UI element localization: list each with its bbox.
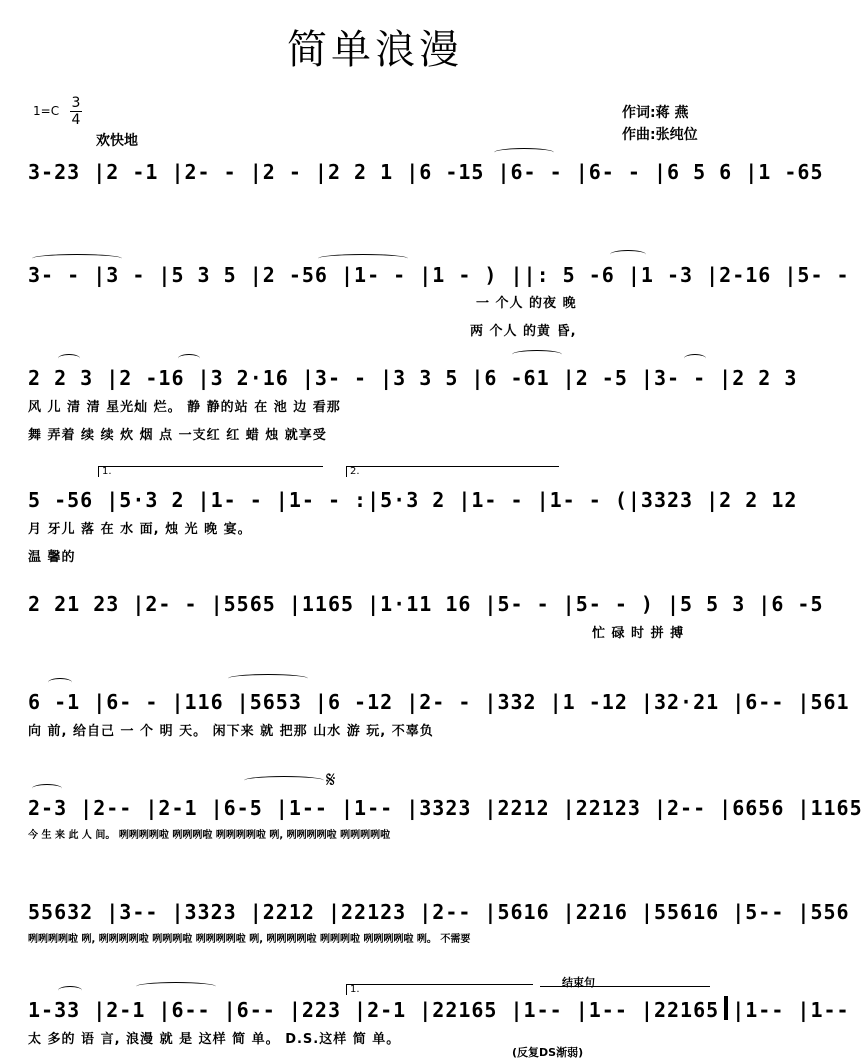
volta-number-2: 2. <box>350 466 360 477</box>
ending-label: 结束句 <box>562 976 595 989</box>
notation-row-5: 2 21 23 |2- - |5565 |1165 |1·11 16 |5- - |5- - ) |5 5 3 |6 -5 <box>28 592 824 616</box>
slur <box>494 148 554 157</box>
time-signature-top: 3 <box>71 95 81 111</box>
repeat-instruction: (反复DS渐弱) <box>512 1046 584 1059</box>
notation-row-4: 5 -56 |5·3 2 |1- - |1- - :|5·3 2 |1- - |1- - (|3323 |2 2 12 <box>28 488 798 512</box>
slur <box>610 250 646 259</box>
lyric-row-7-verse-1: 今 生 来 此 人 间。 咧咧咧咧啦 咧咧咧啦 咧咧咧咧啦 咧, 咧咧咧咧啦 咧咧咧咧啦 <box>28 830 391 841</box>
lyric-row-8-verse-1: 咧咧咧咧啦 咧, 咧咧咧咧啦 咧咧咧啦 咧咧咧咧啦 咧, 咧咧咧咧啦 咧咧咧啦 咧咧咧咧啦 咧。 不需要 <box>28 934 471 945</box>
final-barline <box>724 996 728 1020</box>
lyricist-credit: 作词:蒋 燕 <box>622 105 689 121</box>
slur <box>318 254 408 263</box>
notation-row-8: 55632 |3-- |3323 |2212 |22123 |2-- |5616 |2216 |55616 |5-- |556 <box>28 900 850 924</box>
slur <box>58 986 82 995</box>
volta-bracket-1b <box>346 984 533 995</box>
notation-row-2: 3- - |3 - |5 3 5 |2 -56 |1- - |1 - ) ||: 5 -6 |1 -3 |2-16 |5- - <box>28 263 850 287</box>
notation-row-1: 3-23 |2 -1 |2- - |2 - |2 2 1 |6 -15 |6- - |6- - |6 5 6 |1 -65 <box>28 160 824 184</box>
lyric-row-2-verse-1: 一 个人 的夜 晚 <box>476 296 577 311</box>
composer-credit: 作曲:张纯位 <box>622 127 698 143</box>
notation-row-6: 6 -1 |6- - |116 |5653 |6 -12 |2- - |332 |1 -12 |32·21 |6-- |561 <box>28 690 850 714</box>
volta-bracket-1 <box>98 466 323 477</box>
segno-sign: 𝄋 <box>326 768 336 793</box>
volta-bracket-2 <box>346 466 559 477</box>
slur <box>512 350 562 359</box>
slur <box>32 784 62 793</box>
notation-row-7: 2-3 |2-- |2-1 |6-5 |1-- |1-- |3323 |2212 |22123 |2-- |6656 |1165 <box>28 796 863 820</box>
lyric-row-3-verse-1: 风 儿 清 清 星光灿 烂。 静 静的站 在 池 边 看那 <box>28 400 341 415</box>
lyric-row-4-verse-1: 月 牙儿 落 在 水 面, 烛 光 晚 宴。 <box>28 522 252 537</box>
lyric-row-5-verse-1: 忙 碌 时 拼 搏 <box>592 626 685 641</box>
time-signature-bottom: 4 <box>71 112 81 128</box>
lyric-row-4-verse-2: 温 馨的 <box>28 550 76 565</box>
key-signature: 1=C <box>33 104 60 118</box>
time-signature <box>70 96 82 127</box>
volta-number-1b: 1. <box>350 984 360 995</box>
lyric-row-9-verse-1: 太 多的 语 言, 浪漫 就 是 这样 简 单。 D.S.这样 简 单。 <box>28 1032 401 1047</box>
slur <box>136 982 216 991</box>
notation-row-9: 1-33 |2-1 |6-- |6-- |223 |2-1 |22165 |1-- |1-- |22165 |1-- |1-- <box>28 998 850 1022</box>
lyric-row-6-verse-1: 向 前, 给自己 一 个 明 天。 闲下来 就 把那 山水 游 玩, 不辜负 <box>28 724 434 739</box>
slur <box>48 678 72 687</box>
tempo-marking: 欢快地 <box>96 133 138 149</box>
volta-number-1: 1. <box>102 466 112 477</box>
lyric-row-2-verse-2: 两 个人 的黄 昏, <box>470 324 577 339</box>
slur <box>244 776 324 785</box>
song-title: 简单浪漫 <box>287 27 463 73</box>
slur <box>684 354 706 363</box>
slur <box>32 254 122 263</box>
slur <box>228 674 308 683</box>
lyric-row-3-verse-2: 舞 弄着 续 续 炊 烟 点 一支红 红 蜡 烛 就享受 <box>28 428 327 443</box>
notation-row-3: 2 2 3 |2 -16 |3 2·16 |3- - |3 3 5 |6 -61 |2 -5 |3- - |2 2 3 <box>28 366 798 390</box>
slur <box>58 354 80 363</box>
slur <box>178 354 200 363</box>
